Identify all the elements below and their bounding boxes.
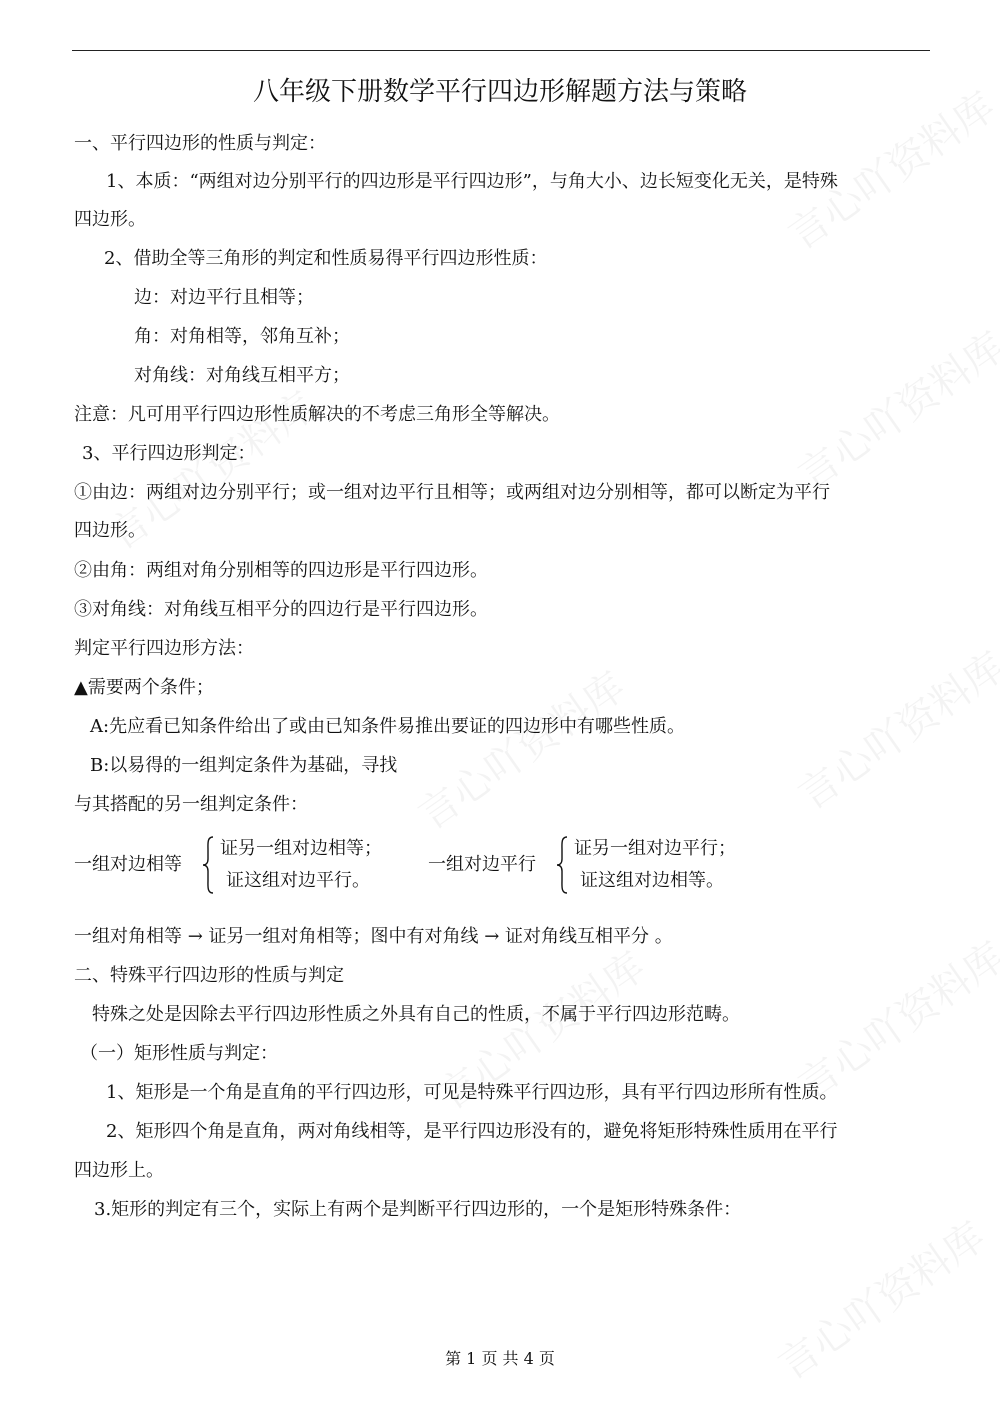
- paragraph: 1、本质：“两组对边分别平行的四边形是平行四边形”，与角大小、边长短变化无关，是特殊: [106, 171, 838, 192]
- brace-group-parallel: [428, 836, 768, 896]
- paragraph: 2、矩形四个角是直角，两对角线相等，是平行四边形没有的，避免将矩形特殊性质用在平行: [106, 1121, 838, 1142]
- list-item: ①由边：两组对边分别平行；或一组对边平行且相等；或两组对边分别相等，都可以断定为平行: [74, 482, 830, 503]
- header-rule: [72, 50, 930, 51]
- brace-icon: [202, 836, 214, 894]
- paragraph: 特殊之处是因除去平行四边形性质之外具有自己的性质，不属于平行四边形范畴。: [92, 1004, 740, 1025]
- paragraph: 3、平行四边形判定：: [82, 443, 256, 464]
- paragraph: 2、借助全等三角形的判定和性质易得平行四边形性质：: [104, 248, 548, 269]
- list-item: ②由角：两组对角分别相等的四边形是平行四边形。: [74, 560, 488, 581]
- brace-lead: 一组对边相等: [74, 854, 182, 875]
- page-footer: 第 1 页 共 4 页: [445, 1349, 555, 1368]
- note: 注意：凡可用平行四边形性质解决的不考虑三角形全等解决。: [74, 404, 560, 425]
- paragraph: 3.矩形的判定有三个，实际上有两个是判断平行四边形的，一个是矩形特殊条件：: [94, 1199, 742, 1220]
- arrow-line: 一组对角相等 → 证另一组对角相等；图中有对角线 → 证对角线互相平分 。: [74, 926, 673, 947]
- brace-branch: 证这组对边平行。: [226, 870, 370, 891]
- paragraph: 判定平行四边形方法：: [74, 638, 254, 659]
- paragraph: B:以易得的一组判定条件为基础，寻找: [90, 755, 398, 776]
- list-item: 对角线：对角线互相平方；: [134, 365, 350, 386]
- sub-heading: （一）矩形性质与判定：: [80, 1043, 278, 1064]
- brace-branch: 证另一组对边平行；: [574, 838, 736, 859]
- brace-icon: [556, 836, 568, 894]
- paragraph: 四边形。: [74, 209, 146, 230]
- brace-branch: 证另一组对边相等；: [220, 838, 382, 859]
- paragraph: A:先应看已知条件给出了或由已知条件易推出要证的四边形中有哪些性质。: [90, 716, 686, 737]
- paragraph: 1、矩形是一个角是直角的平行四边形，可见是特殊平行四边形，具有平行四边形所有性质。: [106, 1082, 838, 1103]
- section-heading: 二、特殊平行四边形的性质与判定: [74, 965, 344, 986]
- watermark: [785, 316, 1000, 500]
- watermark: [785, 636, 1000, 820]
- list-item: 角：对角相等，邻角互补；: [134, 326, 350, 347]
- brace-lead: 一组对边平行: [428, 854, 536, 875]
- section-heading: 一、平行四边形的性质与判定：: [74, 133, 326, 154]
- list-item: ③对角线：对角线互相平分的四边行是平行四边形。: [74, 599, 488, 620]
- list-item: 四边形。: [74, 520, 146, 541]
- brace-branch: 证这组对边相等。: [580, 870, 724, 891]
- list-item: 边：对边平行且相等；: [134, 287, 314, 308]
- watermark: [405, 656, 634, 840]
- paragraph: ▲需要两个条件；: [74, 677, 214, 698]
- page-title: 八年级下册数学平行四边形解题方法与策略: [252, 77, 747, 107]
- paragraph: 与其搭配的另一组判定条件：: [74, 794, 308, 815]
- paragraph: 四边形上。: [74, 1160, 164, 1181]
- brace-group-equal: [74, 836, 414, 896]
